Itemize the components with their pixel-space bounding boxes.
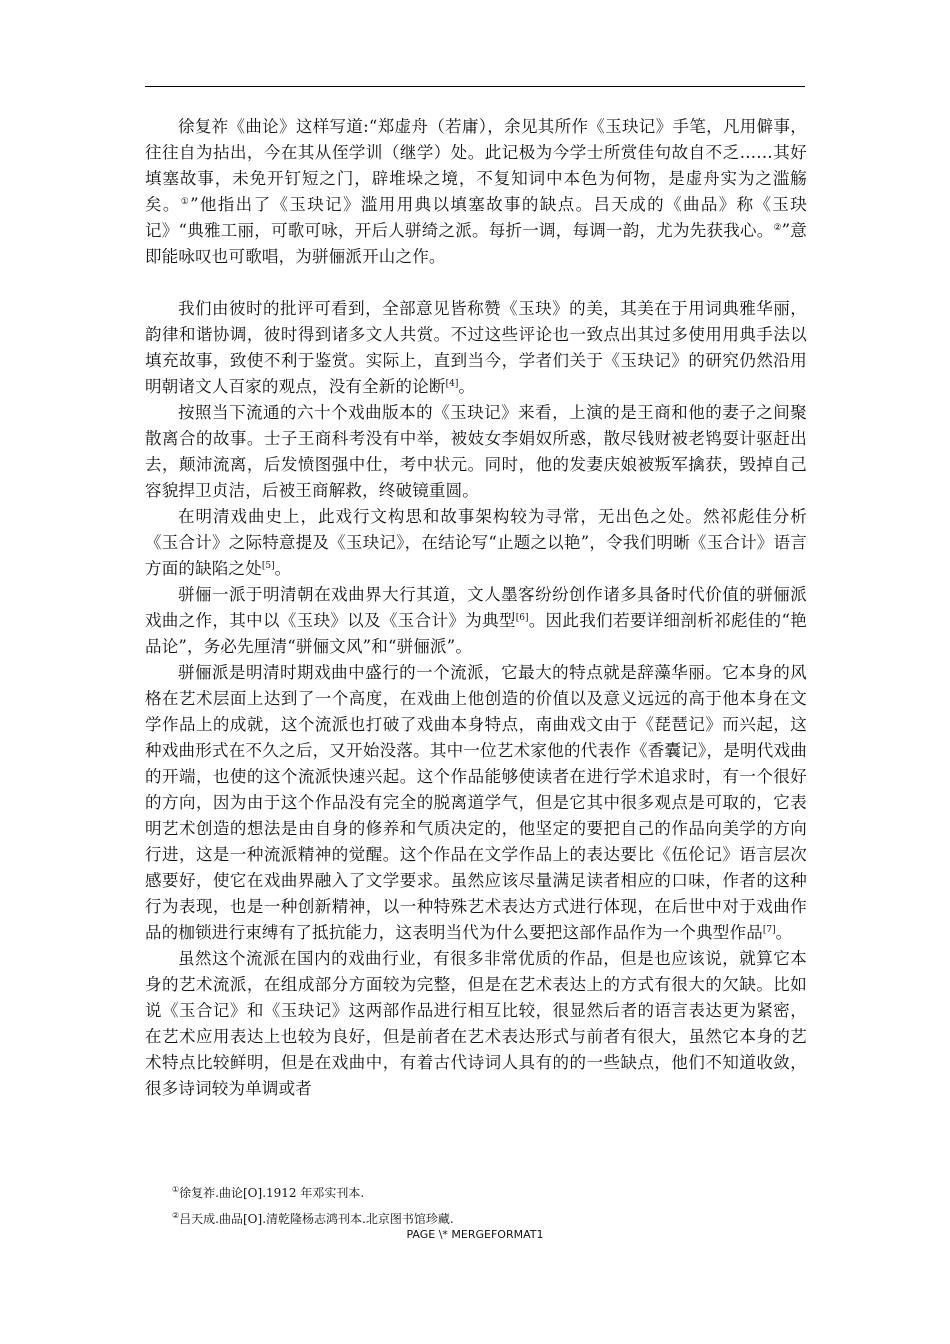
paragraph-text: 。: [274, 559, 292, 578]
citation-mark: [6]: [515, 613, 529, 623]
paragraph-text: 虽然这个流派在国内的戏曲行业，有很多非常优质的作品，但是也应该说，就算它本身的艺术流派，在组成部分方面较为完整，但是在艺术表达上的方式有很大的欠缺。比如说《玉合记》和《玉玦记》这两部作品进行相互比较，很显然后者的语言表达更为紧密，在艺术应用表达上也较为良好，但是前者在艺术表达形式与前者有很大，虽然它本身的艺术特点比较鲜明，但是在戏曲中，有着古代诗词人具有的的一些缺点，他们不知道收敛，很多诗词较为单调或者: [145, 949, 807, 1098]
citation-mark: ②: [773, 223, 782, 233]
footnote-text: 吕天成.曲品[O].清乾隆杨志鸿刊本.北京图书馆珍藏.: [179, 1212, 454, 1226]
citation-mark: [4]: [445, 379, 459, 389]
footnote: [172, 1180, 802, 1206]
body-text: [145, 114, 807, 1102]
citation-mark: ①: [180, 197, 191, 207]
paragraph-text: 。: [458, 377, 476, 396]
footnote-mark: ②: [172, 1211, 180, 1220]
footnote-text: 徐复祚.曲论[O].1912 年邓实刊本.: [179, 1186, 365, 1200]
paragraph-text: 我们由彼时的批评可看到，全部意见皆称赞《玉玦》的美，其美在于用词典雅华丽，韵律和谐协调，彼时得到诸多文人共赏。不过这些评论也一致点出其过多使用用典手法以填充故事，致使不利于鉴赏。实际上，直到当今，学者们关于《玉玦记》的研究仍然沿用明朝诸文人百家的观点，没有全新的论断: [145, 299, 807, 396]
paragraph: [145, 400, 807, 504]
paragraph: [145, 582, 807, 660]
paragraph: [145, 114, 807, 270]
footnote-mark: ①: [172, 1185, 180, 1194]
paragraph-text: 按照当下流通的六十个戏曲版本的《玉玦记》来看，上演的是王商和他的妻子之间聚散离合的故事。士子王商科考没有中举，被妓女李娟奴所惑，散尽钱财被老鸨耍计驱赶出去，颠沛流离，后发愤图强中仕，考中状元。同时，他的发妻庆娘被叛军擒获，毁掉自己容貌捍卫贞洁，后被王商解救，终破镜重圆。: [145, 403, 807, 500]
paragraph-text: 在明清戏曲史上，此戏行文构思和故事架构较为寻常，无出色之处。然祁彪佳分析《玉合计》之际特意提及《玉玦记》，在结论写“止题之以艳”，令我们明晰《玉合计》语言方面的缺陷之处: [145, 507, 807, 578]
paragraph-text: 。: [775, 923, 793, 942]
paragraph: [145, 504, 807, 582]
paragraph-text: 骈俪一派于明清朝在戏曲界大行其道，文人墨客纷纷创作诸多具备时代价值的骈俪派戏曲之作，其中以《玉玦》以及《玉合计》为典型: [145, 585, 807, 630]
paragraph-text: 徐复祚《曲论》这样写道:“郑虚舟（若庸），余见其所作《玉玦记》手笔，凡用僻事，往往自为拈出，今在其从侄学训（继学）处。此记极为今学士所赏佳句故自不乏……其好填塞故事，未免开钉短之门，辟堆垛之境，不复知词中本色为何物，是虚舟实为之滥觞矣。: [145, 117, 807, 214]
footnotes: [172, 1180, 802, 1232]
header-rule: [145, 86, 805, 87]
citation-mark: [5]: [261, 561, 275, 571]
paragraph: [145, 660, 807, 946]
paragraph-text: ”意即能咏叹也可歌唱，为骈俪派开山之作。: [145, 221, 807, 266]
page-number-field: PAGE \* MERGEFORMAT1: [406, 1228, 544, 1241]
paragraph-text: 。因此我们若要详细剖析祁彪佳的“艳品论”，务必先厘清“骈俪文风”和“骈俪派”。: [145, 611, 807, 656]
paragraph-text: 骈俪派是明清时期戏曲中盛行的一个流派，它最大的特点就是辞藻华丽。它本身的风格在艺术层面上达到了一个高度，在戏曲上他创造的价值以及意义远远的高于他本身在文学作品上的成就，这个流派也打破了戏曲本身特点，南曲戏文由于《琵琶记》而兴起，这种戏曲形式在不久之后，又开始没落。其中一位艺术家他的代表作《香囊记》，是明代戏曲的开端，也使的这个流派快速兴起。这个作品能够使读者在进行学术追求时，有一个很好的方向，因为由于这个作品没有完全的脱离道学气，但是它其中很多观点是可取的，它表明艺术创造的想法是由自身的修养和气质决定的，他坚定的要把自己的作品向美学的方向行进，这是一种流派精神的觉醒。这个作品在文学作品上的表达要比《伍伦记》语言层次感要好，使它在戏曲界融入了文学要求。虽然应该尽量满足读者相应的口味，作者的这种行为表现，也是一种创新精神，以一种特殊艺术表达方式进行体现，在后世中对于戏曲作品的枷锁进行束缚有了抵抗能力，这表明当代为什么要把这部作品作为一个典型作品: [145, 663, 807, 942]
citation-mark: [7]: [762, 925, 776, 935]
paragraph-text: ”他指出了《玉玦记》滥用用典以填塞故事的缺点。吕天成的《曲品》称《玉玦记》“典雅工丽，可歌可咏，开后人骈绮之派。每折一调，每调一韵，尤为先获我心。: [145, 195, 808, 240]
paragraph: [145, 296, 807, 400]
paragraph: [145, 946, 807, 1102]
